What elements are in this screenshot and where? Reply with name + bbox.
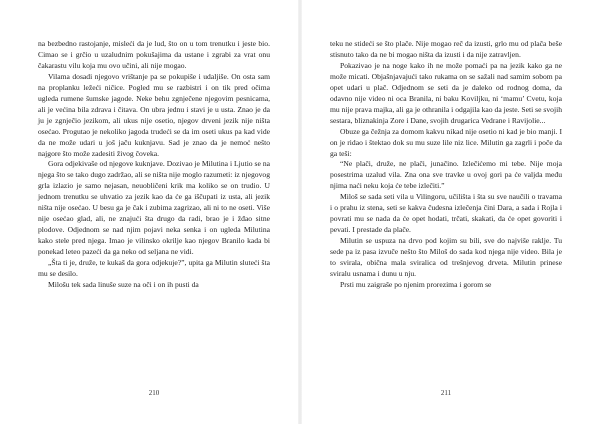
right-page <box>300 0 600 424</box>
paragraph: Miloš se sada seti vila u Vilingoru, učilišta i šta su sve naučili o travama i o prahu iz stena, seti se kakva čudesna izlečenja čini Dara, a sada i Rojla i povrati mu se nada da će opet hodati, trčati, skakati, da će opet govoriti i pevati. I prestade da plače. <box>330 192 562 235</box>
paragraph: „Šta ti je, druže, te kukaš da gora odjekuje?”, upita ga Milutin slutеći šta mu se desilo. <box>38 258 270 279</box>
paragraph: Milošu tek sada linuše suze na oči i on ih pusti da <box>48 279 199 289</box>
page-number: 211 <box>440 389 452 397</box>
left-page-text <box>38 39 270 291</box>
paragraph: Pokazivao je na noge kako ih ne može pomaći pa na jezik kako ga ne može micati. Objašnjavajući tako rukama on se sažali nad samim sobom pa opet udari u plač. Odjednom se seti da je daleko od rodnog doma, da odavno nije video ni oca Branila, ni baku Koviljku, ni ‘mamu’ Cvetu, koja mu nije prava majka, ali ga je othranila i odgajila kao da jeste. Seti se svojih sestara, bliznakinja Zore i Dane, svojih drugarica Vedrane i Ravijolie... <box>330 60 562 125</box>
paragraph: Vilama dosadi njegovo vrištanje pa se pokupiše i udaljiše. On osta sam na proplanku ležeći ničice. Pogled mu se razbistri i on tik pred očima ugleda rumene šumske jagode. Neke behu zgnječene njegovim pesnicama, ali je većina bila zdrava i čitava. On ubra jednu i stavi je u usta. Znao je da ju je zgnječio jezikom, ali ukus nije osetio, njegov drveni jezik nije ništa osećao. Progutao je nekoliko jagoda trudeći se da im oseti ukus pa kad vide da ne može udari u još jaču kuknjavu. Sad je znao da je nemoć nešto najgore što može zadesiti živog čoveka. <box>38 71 270 158</box>
paragraph: “Ne plači, druže, ne plači, junačino. Izlečićemo mi tebe. Nije moja posestrima uzalud vila. Zna ona sve travke u ovoj gori pa će valjda među njima naći neku koja će tebe izlečiti.” <box>330 159 562 191</box>
paragraph: Obuze ga čežnja za domom kakvu nikad nije osetio ni kad je bio manji. I on je ridao i štektao dok su mu suze lile niz lice. Milutin ga zagrli i poče da ga teši: <box>330 126 562 158</box>
paragraph: Gora odjekivaše od njegove kuknjave. Dozivao je Milutina i Ljutio se na njega što se tako dugo zadržao, ali se ništa nije moglo razumeti: iz njegovog grla izlazio je samo nejasan, neuobličeni krik ma koliko se on trudio. U jednom trenutku se uhvatio za jezik kao da će ga iščupati iz usta, ali jezik ništa nije osećao. U besu ga je čak i zubima zagrizao, ali ni to ne oseti. Više nije osećao glad, ali, ne znajući šta drugo da radi, brao je i žđao sitne plodove. Odjednom se nad njim pojavi neka senka i on ugleda Milutina kako stele pred njega. Imao je vilinsko okrilje kao njegov Branilo kada bi ponekad leteo pazeći da ga neko od seljana ne vidi. <box>38 159 270 257</box>
paragraph: teku ne stideći se što plače. Nije mogao reč da izusti, grlo mu od plača beše stisnuto tako da ne bi mogao ništa da izusti i da nije zatravljen. <box>330 39 562 59</box>
paragraph: Prsti mu zaigraše po njenim prorezima i gorom se <box>340 279 492 289</box>
paragraph: na bezbedno rastojanje, mislеći da je lud, što on u tom trenutku i jeste bio. Cimao se i grčio u uzaludnim pokušajima da ustane i zgrabi za vrat onu čakarastu vilu koja mu ovo učini, ali nije mogao. <box>38 39 270 70</box>
right-page-text <box>330 39 562 291</box>
paragraph: Milutin se uspuza na drvo pod kojim su bili, sve do najviše raklje. Tu sede pa iz pasa izvuče nešto što Miloš do sada kod njega nije video. Bila je to svirala, obična mala sviralica od trešnjevog drveta. Milutin prinese sviralu usnama i dunu u nju. <box>330 236 562 279</box>
page-number: 210 <box>148 389 160 397</box>
